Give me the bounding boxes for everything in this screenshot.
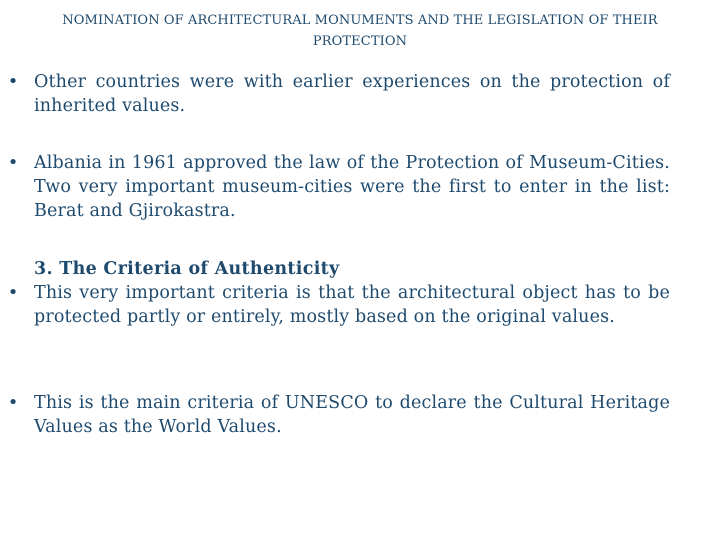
bullet-marker: • (7, 152, 19, 173)
bullet-text: Albania in 1961 approved the law of the Protection of Museum-Cities. Two very important museum-cities were the first to enter in the list: Berat and Gjirokastra. (34, 153, 670, 221)
section-block (0, 257, 720, 329)
bullet-item-4 (0, 391, 720, 439)
bullet-marker: • (7, 71, 19, 92)
bullet-text: This very important criteria is that the architectural object has to be protected partly or entirely, mostly based on the original values. (34, 283, 670, 327)
bullet-marker: • (7, 392, 19, 413)
bullet-text: This is the main criteria of UNESCO to declare the Cultural Heritage Values as the World Values. (34, 393, 670, 437)
bullet-marker: • (7, 282, 19, 303)
bullet-item-1 (0, 70, 720, 118)
bullet-item-2 (0, 151, 720, 223)
bullet-item-3 (0, 281, 720, 329)
section-heading: 3. The Criteria of Authenticity (34, 259, 340, 279)
bullet-text: Other countries were with earlier experiences on the protection of inherited values. (34, 72, 670, 116)
slide-title: NOMINATION OF ARCHITECTURAL MONUMENTS AND THE LEGISLATION OF THEIR PROTECTION (62, 13, 658, 49)
